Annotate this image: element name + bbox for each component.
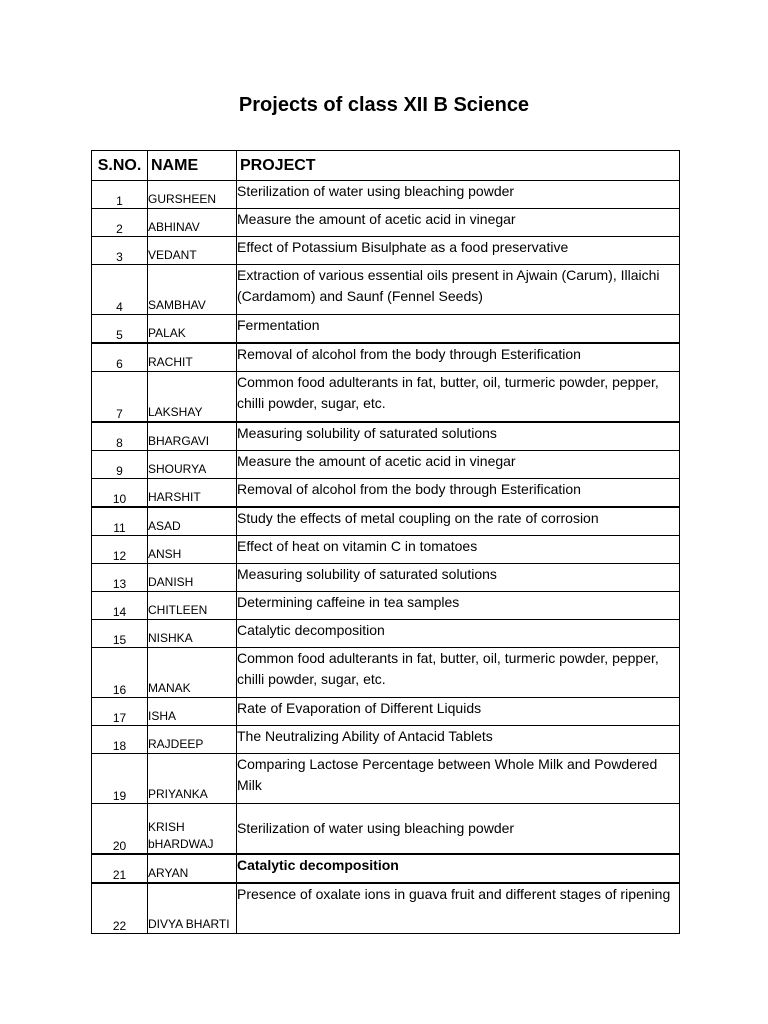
row-name: ASAD [148, 507, 237, 536]
row-name: KRISH bHARDWAJ [148, 804, 237, 855]
table-row [92, 564, 680, 592]
row-name: RACHIT [148, 343, 237, 372]
row-project: Comparing Lactose Percentage between Whole Milk and Powdered Milk [237, 754, 680, 804]
table-row [92, 237, 680, 265]
row-name: GURSHEEN [148, 181, 237, 209]
row-sno: 12 [92, 536, 148, 564]
table-row [92, 854, 680, 883]
column-header-sno: S.NO. [92, 151, 148, 181]
row-name: NISHKA [148, 620, 237, 648]
table-row [92, 698, 680, 726]
row-sno: 22 [92, 883, 148, 934]
row-project: Fermentation [237, 315, 680, 344]
projects-table [91, 150, 680, 934]
row-name: LAKSHAY [148, 372, 237, 423]
table-row [92, 372, 680, 423]
row-project: Effect of heat on vitamin C in tomatoes [237, 536, 680, 564]
table-row [92, 883, 680, 934]
row-sno: 7 [92, 372, 148, 423]
row-project: Removal of alcohol from the body through Esterification [237, 479, 680, 508]
row-project: Removal of alcohol from the body through Esterification [237, 343, 680, 372]
table-row [92, 265, 680, 315]
row-sno: 21 [92, 854, 148, 883]
row-sno: 9 [92, 451, 148, 479]
row-project: Measure the amount of acetic acid in vinegar [237, 209, 680, 237]
row-project: Common food adulterants in fat, butter, oil, turmeric powder, pepper, chilli powder, sugar, etc. [237, 648, 680, 698]
table-row [92, 620, 680, 648]
row-project: Effect of Potassium Bisulphate as a food preservative [237, 237, 680, 265]
row-project: Sterilization of water using bleaching powder [237, 181, 680, 209]
table-row [92, 804, 680, 855]
table-row [92, 422, 680, 451]
row-name: VEDANT [148, 237, 237, 265]
row-sno: 16 [92, 648, 148, 698]
row-sno: 1 [92, 181, 148, 209]
row-sno: 19 [92, 754, 148, 804]
table-row [92, 507, 680, 536]
row-name: DIVYA BHARTI [148, 883, 237, 934]
row-name: HARSHIT [148, 479, 237, 508]
row-name: ABHINAV [148, 209, 237, 237]
row-sno: 2 [92, 209, 148, 237]
row-sno: 13 [92, 564, 148, 592]
row-sno: 10 [92, 479, 148, 508]
row-name: PALAK [148, 315, 237, 344]
row-project: Presence of oxalate ions in guava fruit and different stages of ripening [237, 883, 680, 934]
row-name: DANISH [148, 564, 237, 592]
table-row [92, 754, 680, 804]
row-name: SAMBHAV [148, 265, 237, 315]
table-row [92, 726, 680, 754]
page-title: Projects of class XII B Science [238, 94, 530, 116]
row-name: ANSH [148, 536, 237, 564]
row-sno: 18 [92, 726, 148, 754]
row-sno: 15 [92, 620, 148, 648]
column-header-project: PROJECT [237, 151, 680, 181]
row-sno: 20 [92, 804, 148, 855]
row-project: Determining caffeine in tea samples [237, 592, 680, 620]
row-project: Common food adulterants in fat, butter, oil, turmeric powder, pepper, chilli powder, sugar, etc. [237, 372, 680, 423]
table-row [92, 315, 680, 344]
table-row [92, 451, 680, 479]
row-project: Catalytic decomposition [237, 854, 680, 883]
row-project: Study the effects of metal coupling on the rate of corrosion [237, 507, 680, 536]
row-project: Measure the amount of acetic acid in vinegar [237, 451, 680, 479]
table-header-row [92, 151, 680, 181]
row-project: Catalytic decomposition [237, 620, 680, 648]
row-project: The Neutralizing Ability of Antacid Tablets [237, 726, 680, 754]
column-header-name: NAME [148, 151, 237, 181]
table-row [92, 479, 680, 508]
row-name: MANAK [148, 648, 237, 698]
table-row [92, 592, 680, 620]
row-name: RAJDEEP [148, 726, 237, 754]
row-name: ARYAN [148, 854, 237, 883]
table-row [92, 181, 680, 209]
row-project: Measuring solubility of saturated solutions [237, 564, 680, 592]
row-sno: 17 [92, 698, 148, 726]
row-sno: 11 [92, 507, 148, 536]
row-sno: 3 [92, 237, 148, 265]
row-project: Sterilization of water using bleaching powder [237, 804, 680, 855]
row-sno: 4 [92, 265, 148, 315]
row-project: Rate of Evaporation of Different Liquids [237, 698, 680, 726]
row-name: BHARGAVI [148, 422, 237, 451]
row-sno: 14 [92, 592, 148, 620]
table-row [92, 343, 680, 372]
row-name: CHITLEEN [148, 592, 237, 620]
table-row [92, 536, 680, 564]
row-name: ISHA [148, 698, 237, 726]
row-name: SHOURYA [148, 451, 237, 479]
row-project: Extraction of various essential oils present in Ajwain (Carum), Illaichi (Cardamom) and Saunf (Fennel Seeds) [237, 265, 680, 315]
row-sno: 8 [92, 422, 148, 451]
table-row [92, 209, 680, 237]
row-project: Measuring solubility of saturated solutions [237, 422, 680, 451]
row-name: PRIYANKA [148, 754, 237, 804]
table-row [92, 648, 680, 698]
row-sno: 6 [92, 343, 148, 372]
row-sno: 5 [92, 315, 148, 344]
